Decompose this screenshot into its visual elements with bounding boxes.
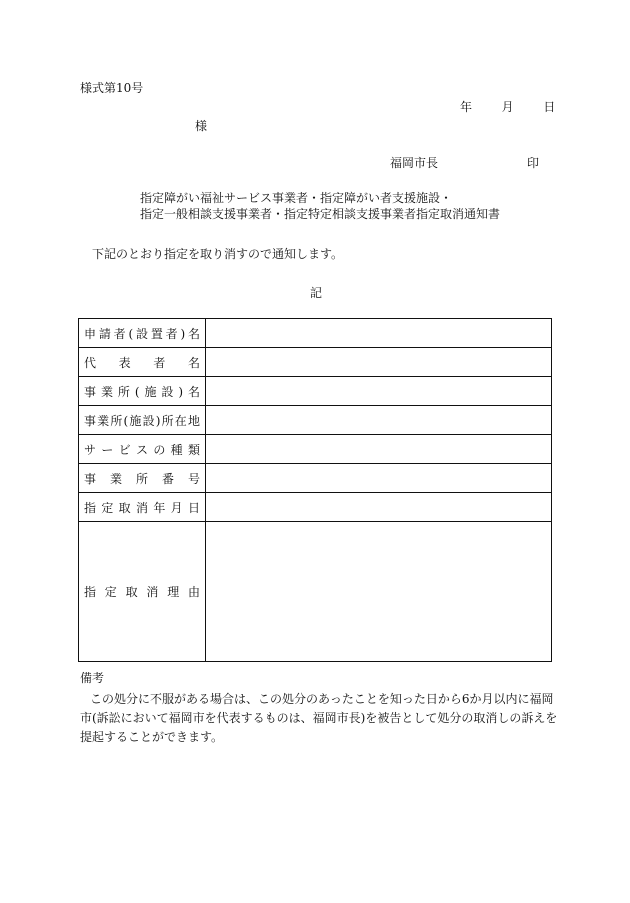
row-label: 申請者(設置者)名	[79, 319, 206, 348]
seal-mark: 印	[527, 156, 540, 170]
table-row	[79, 348, 552, 377]
row-label: 代表者名	[79, 348, 206, 377]
document-title-line-1: 指定障がい福祉サービス事業者・指定障がい者支援施設・	[140, 191, 453, 205]
date-month-label: 月	[501, 100, 514, 114]
row-value[interactable]	[206, 377, 552, 406]
table-row	[79, 464, 552, 493]
row-label: 事業所番号	[79, 464, 206, 493]
addressee-suffix: 様	[195, 119, 208, 133]
row-label: 事業所(施設)所在地	[79, 406, 206, 435]
ki-heading: 記	[310, 286, 323, 300]
row-value[interactable]	[206, 522, 552, 662]
document-title	[140, 190, 520, 222]
table-row	[79, 406, 552, 435]
date-line	[460, 101, 555, 113]
document-title-line-2: 指定一般相談支援事業者・指定特定相談支援事業者指定取消通知書	[140, 207, 501, 221]
row-value[interactable]	[206, 435, 552, 464]
row-value[interactable]	[206, 493, 552, 522]
table-row	[79, 522, 552, 662]
date-day-label: 日	[543, 100, 556, 114]
table-row	[79, 319, 552, 348]
table-row	[79, 377, 552, 406]
issuer-name: 福岡市長	[390, 156, 439, 170]
row-value[interactable]	[206, 406, 552, 435]
form-number: 様式第10号	[80, 81, 144, 95]
row-value[interactable]	[206, 348, 552, 377]
row-label: 事業所(施設)名	[79, 377, 206, 406]
intro-sentence: 下記のとおり指定を取り消すので通知します。	[92, 247, 344, 261]
row-value[interactable]	[206, 319, 552, 348]
row-value[interactable]	[206, 464, 552, 493]
row-label: サービスの種類	[79, 435, 206, 464]
remarks-text: この処分に不服がある場合は、この処分のあったことを知った日から6か月以内に福岡市(訴訟において福岡市を代表するものは、福岡市長)を被告として処分の取消しの訴えを提起することができます。	[80, 692, 558, 744]
details-table	[78, 318, 552, 662]
row-label: 指定取消理由	[79, 522, 206, 662]
table-row	[79, 493, 552, 522]
date-year-label: 年	[460, 100, 473, 114]
row-label: 指定取消年月日	[79, 493, 206, 522]
remarks-heading: 備考	[80, 671, 105, 685]
table-row	[79, 435, 552, 464]
